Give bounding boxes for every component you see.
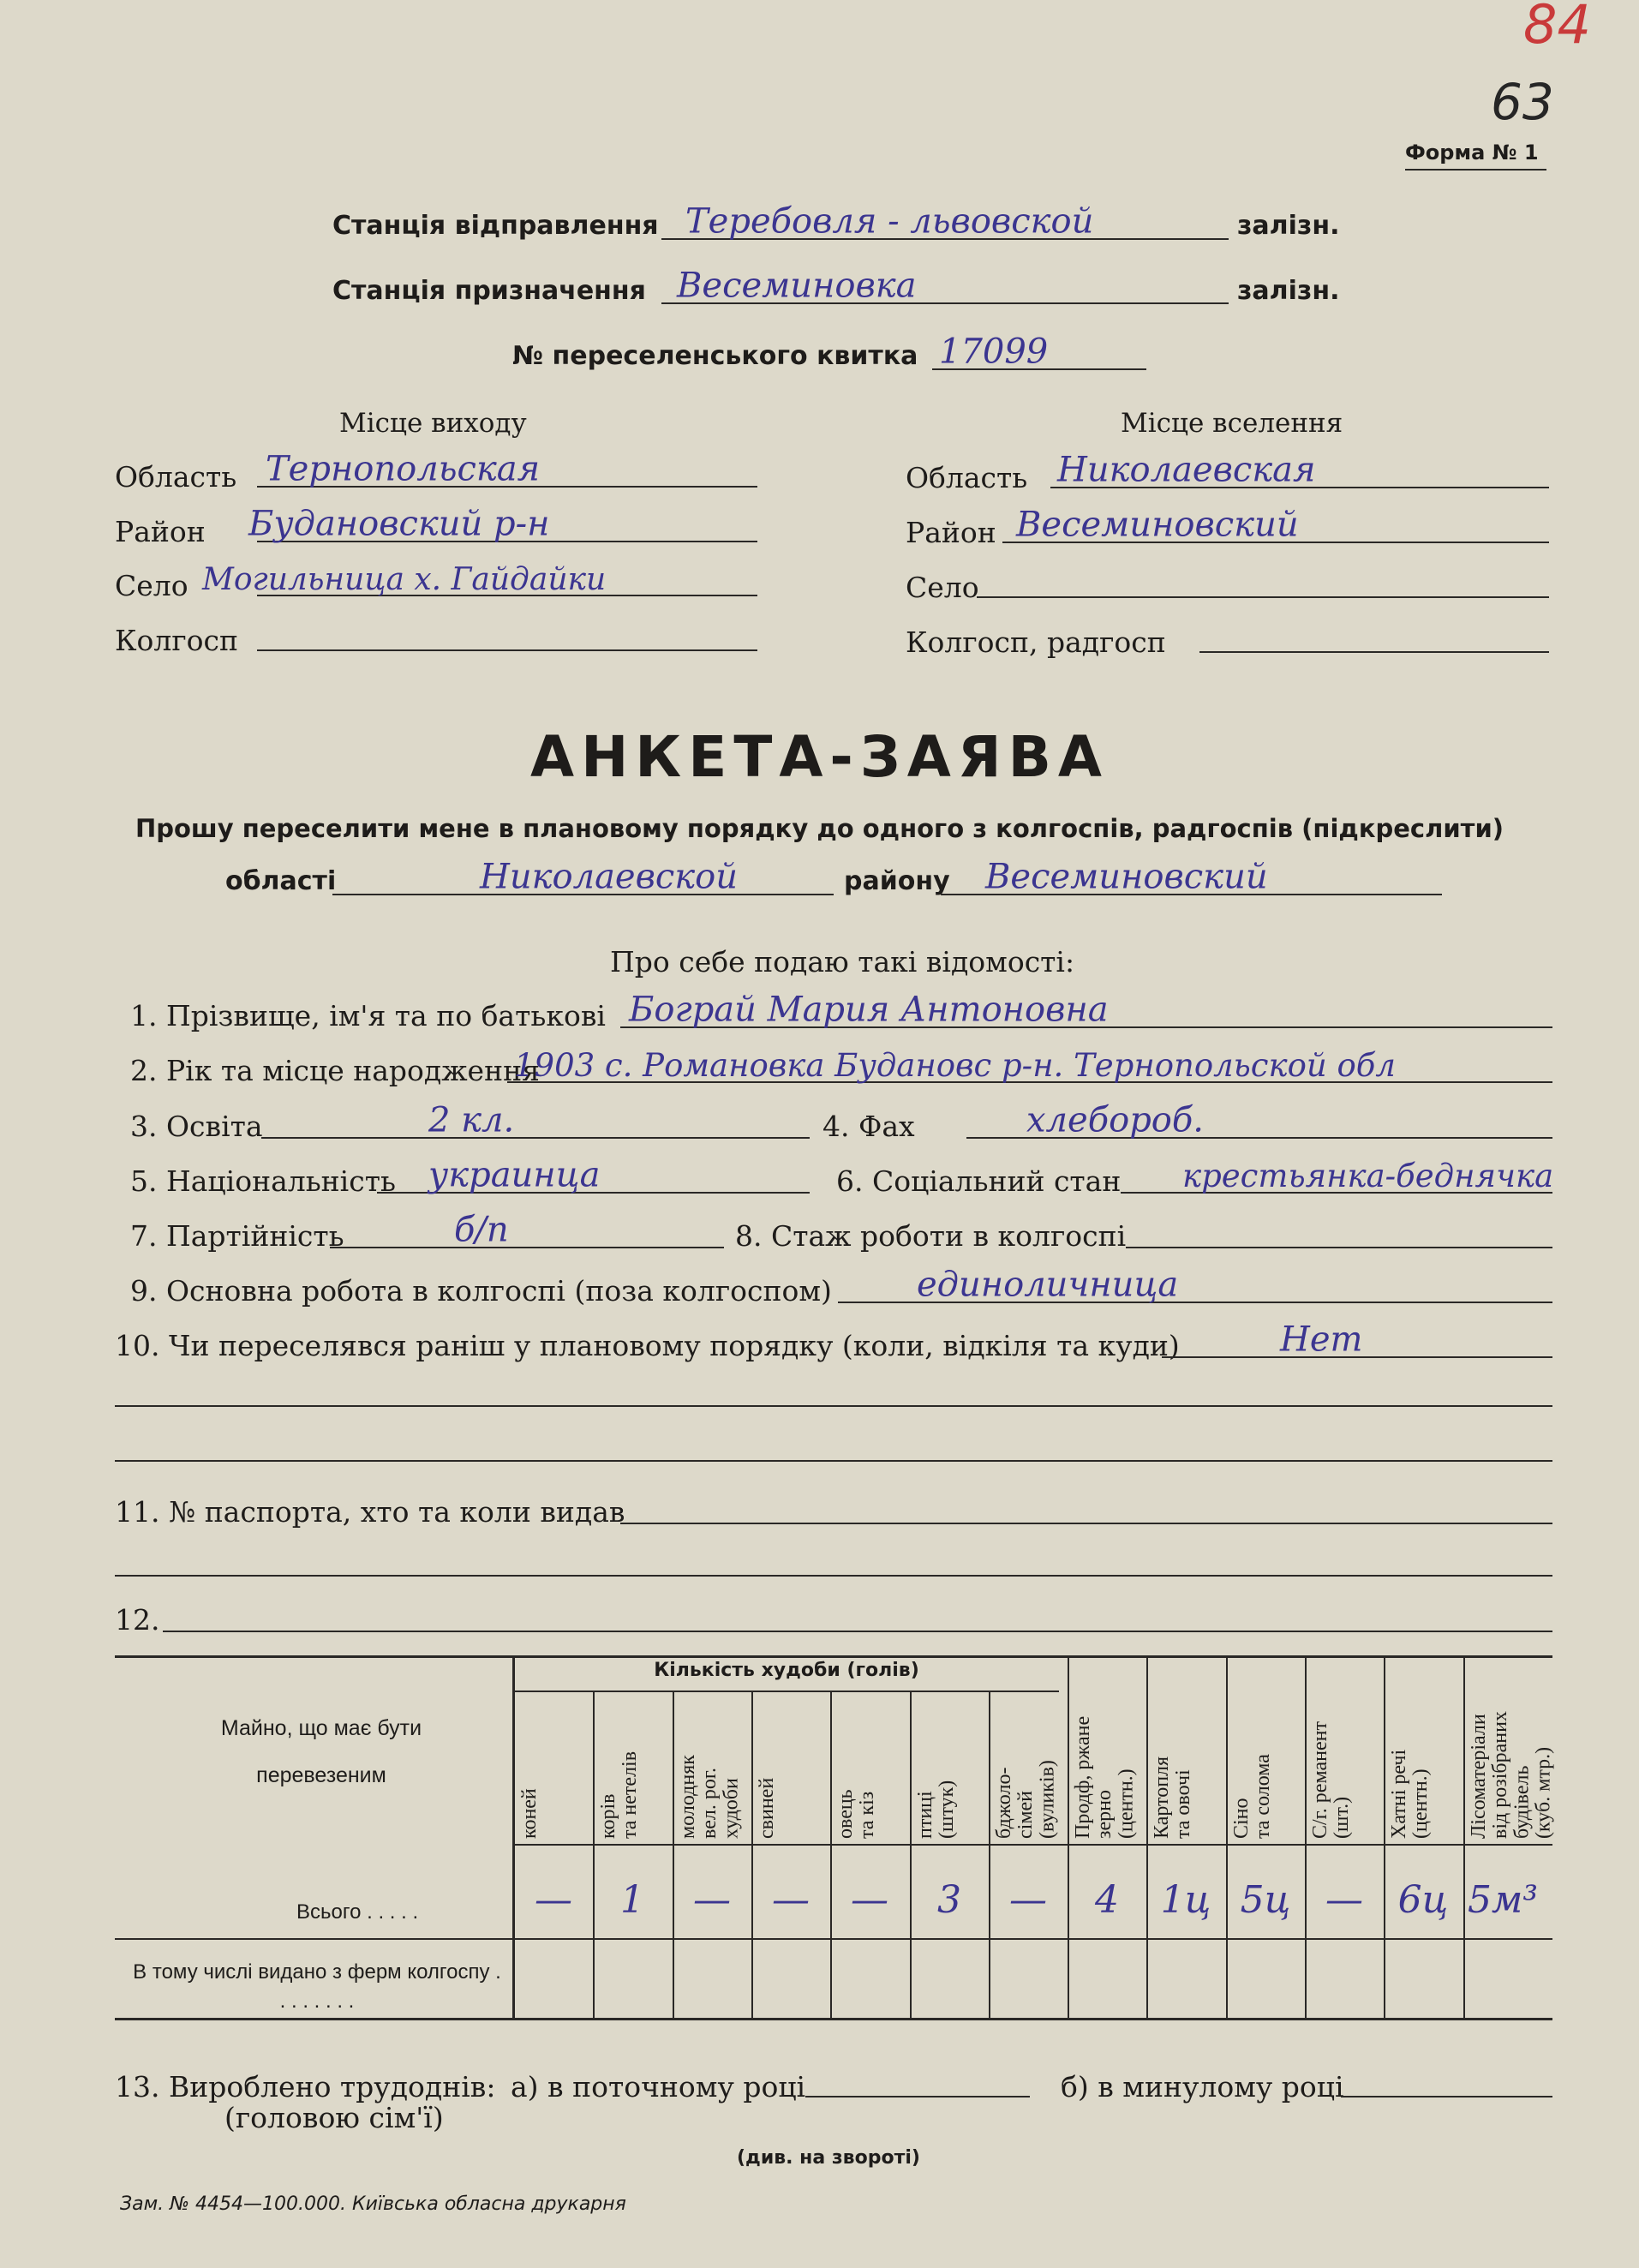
q9-value: единоличница	[917, 1265, 1179, 1305]
q7-label: 7. Партійність	[130, 1219, 344, 1253]
destination-railway-suffix: залізн.	[1237, 276, 1340, 306]
pencil-number-black: 63	[1491, 73, 1554, 131]
column-header-3: молодняк вел. рог. худоби	[677, 1755, 743, 1839]
destination-label: Станція призначення	[332, 276, 646, 306]
departure-value: Теребовля - львовской	[685, 201, 1094, 242]
request-oblast-label: області	[225, 866, 337, 896]
total-value-1: —	[535, 1878, 572, 1922]
total-value-4: —	[772, 1878, 810, 1922]
total-value-10: 5ц	[1240, 1878, 1291, 1922]
total-value-12: 6ц	[1397, 1878, 1449, 1922]
column-header-5: овець та кіз	[834, 1789, 879, 1839]
ticket-value: 17099	[939, 332, 1049, 372]
departure-label: Станція відправлення	[332, 211, 659, 241]
total-value-3: —	[693, 1878, 731, 1922]
column-header-6: птиці (штук)	[914, 1780, 959, 1839]
origin-heading: Місце виходу	[339, 408, 527, 439]
q11-label: 11. № паспорта, хто та коли видав	[115, 1495, 625, 1529]
destination-raion-value: Весеминовский	[1016, 505, 1299, 545]
q4-label: 4. Фах	[822, 1110, 915, 1143]
total-value-5: —	[851, 1878, 888, 1922]
form-label: Форма № 1	[1405, 141, 1539, 165]
q1-value: Бограй Мария Антоновна	[629, 990, 1109, 1030]
destination-oblast-label: Область	[906, 461, 1028, 494]
column-header-4: свиней	[756, 1777, 778, 1839]
column-header-1: коней	[518, 1788, 541, 1839]
q9-label: 9. Основна робота в колгоспі (поза колгоспом)	[130, 1274, 832, 1308]
q7-value: б/п	[454, 1210, 509, 1250]
workdays-label: 13. Вироблено трудоднів:	[115, 2070, 496, 2103]
column-header-13: Лісоматеріали від розібраних будівель (куб. мтр.)	[1468, 1711, 1555, 1839]
origin-raion-value: Будановский р-н	[248, 504, 550, 544]
request-oblast-value: Николаевской	[480, 857, 739, 897]
request-raion-value: Весеминовский	[985, 857, 1268, 897]
total-value-2: 1	[620, 1878, 644, 1922]
total-value-8: 4	[1095, 1878, 1119, 1922]
column-header-11: С/г. реманент (шт.)	[1309, 1721, 1354, 1839]
column-header-10: Сіно та солома	[1230, 1754, 1275, 1839]
see-reverse-note: (див. на звороті)	[737, 2147, 920, 2169]
q3-label: 3. Освіта	[130, 1110, 263, 1143]
origin-village-label: Село	[115, 569, 188, 602]
origin-village-value: Могильница х. Гайдайки	[202, 561, 607, 597]
row-total-label: Всього . . . . .	[296, 1900, 419, 1924]
q4-value: хлебороб.	[1026, 1100, 1205, 1140]
destination-raion-label: Район	[906, 516, 996, 549]
destination-kolhosp-label: Колгосп, радгосп	[906, 625, 1166, 659]
destination-village-label: Село	[906, 571, 979, 604]
row-farm-label: В тому числі видано з ферм колгоспу . . . . . . . .	[133, 1960, 501, 2013]
table-cattle-group-header: Кількість худоби (голів)	[654, 1660, 919, 1681]
table-left-header: Майно, що має бути перевезеним	[220, 1716, 422, 1787]
destination-heading: Місце вселення	[1121, 408, 1343, 439]
column-header-7: бджоло- сімей (вуликів)	[993, 1760, 1059, 1839]
total-value-11: —	[1325, 1878, 1363, 1922]
q12-label: 12.	[115, 1603, 160, 1637]
q5-value: украинца	[428, 1155, 601, 1195]
total-value-9: 1ц	[1160, 1878, 1211, 1922]
workdays-current-label: а) в поточному році	[511, 2070, 806, 2103]
q2-value: 1903 с. Романовка Будановс р-н. Тернопольской обл	[514, 1047, 1396, 1085]
column-header-2: корів та нетелів	[597, 1750, 642, 1839]
document-title: АНКЕТА-ЗАЯВА	[529, 724, 1109, 790]
total-value-13: 5м³	[1467, 1878, 1539, 1922]
printer-info: Зам. № 4454—100.000. Київська обласна друкарня	[120, 2193, 626, 2215]
pencil-number-red: 84	[1523, 0, 1591, 56]
request-raion-label: району	[844, 866, 950, 896]
total-value-7: —	[1009, 1878, 1047, 1922]
q3-value: 2 кл.	[428, 1100, 515, 1140]
column-header-12: Хатні речі (центн.)	[1388, 1749, 1433, 1839]
ticket-label: № переселенського квитка	[512, 341, 918, 371]
destination-value: Весеминовка	[677, 266, 917, 306]
departure-railway-suffix: залізн.	[1237, 211, 1340, 241]
origin-kolhosp-label: Колгосп	[115, 624, 239, 657]
workdays-sub: (головою сім'ї)	[224, 2101, 444, 2134]
q5-label: 5. Національність	[130, 1164, 396, 1198]
origin-oblast-value: Тернопольская	[266, 449, 541, 489]
q6-label: 6. Соціальний стан	[836, 1164, 1122, 1198]
total-value-6: 3	[937, 1878, 961, 1922]
q6-value: крестьянка-беднячка	[1182, 1158, 1554, 1195]
q10-label: 10. Чи переселявся раніш у плановому порядку (коли, відкіля та куди)	[115, 1329, 1180, 1362]
q8-label: 8. Стаж роботи в колгоспі	[735, 1219, 1127, 1253]
origin-raion-label: Район	[115, 515, 206, 548]
workdays-previous-label: б) в минулому році	[1061, 2070, 1344, 2103]
destination-oblast-value: Николаевская	[1057, 450, 1316, 490]
origin-oblast-label: Область	[115, 460, 237, 494]
intro-text: Про себе подаю такі відомості:	[610, 945, 1075, 978]
q10-value: Нет	[1280, 1320, 1363, 1360]
column-header-8: Продф, ржане зерно (центн.)	[1072, 1715, 1138, 1839]
request-text: Прошу переселити мене в плановому порядку до одного з колгоспів, радгоспів (підкреслити)	[135, 814, 1504, 843]
q2-label: 2. Рік та місце народження	[130, 1054, 540, 1087]
q1-label: 1. Прізвище, ім'я та по батькові	[130, 999, 606, 1032]
column-header-9: Картопля та овочі	[1151, 1756, 1195, 1839]
